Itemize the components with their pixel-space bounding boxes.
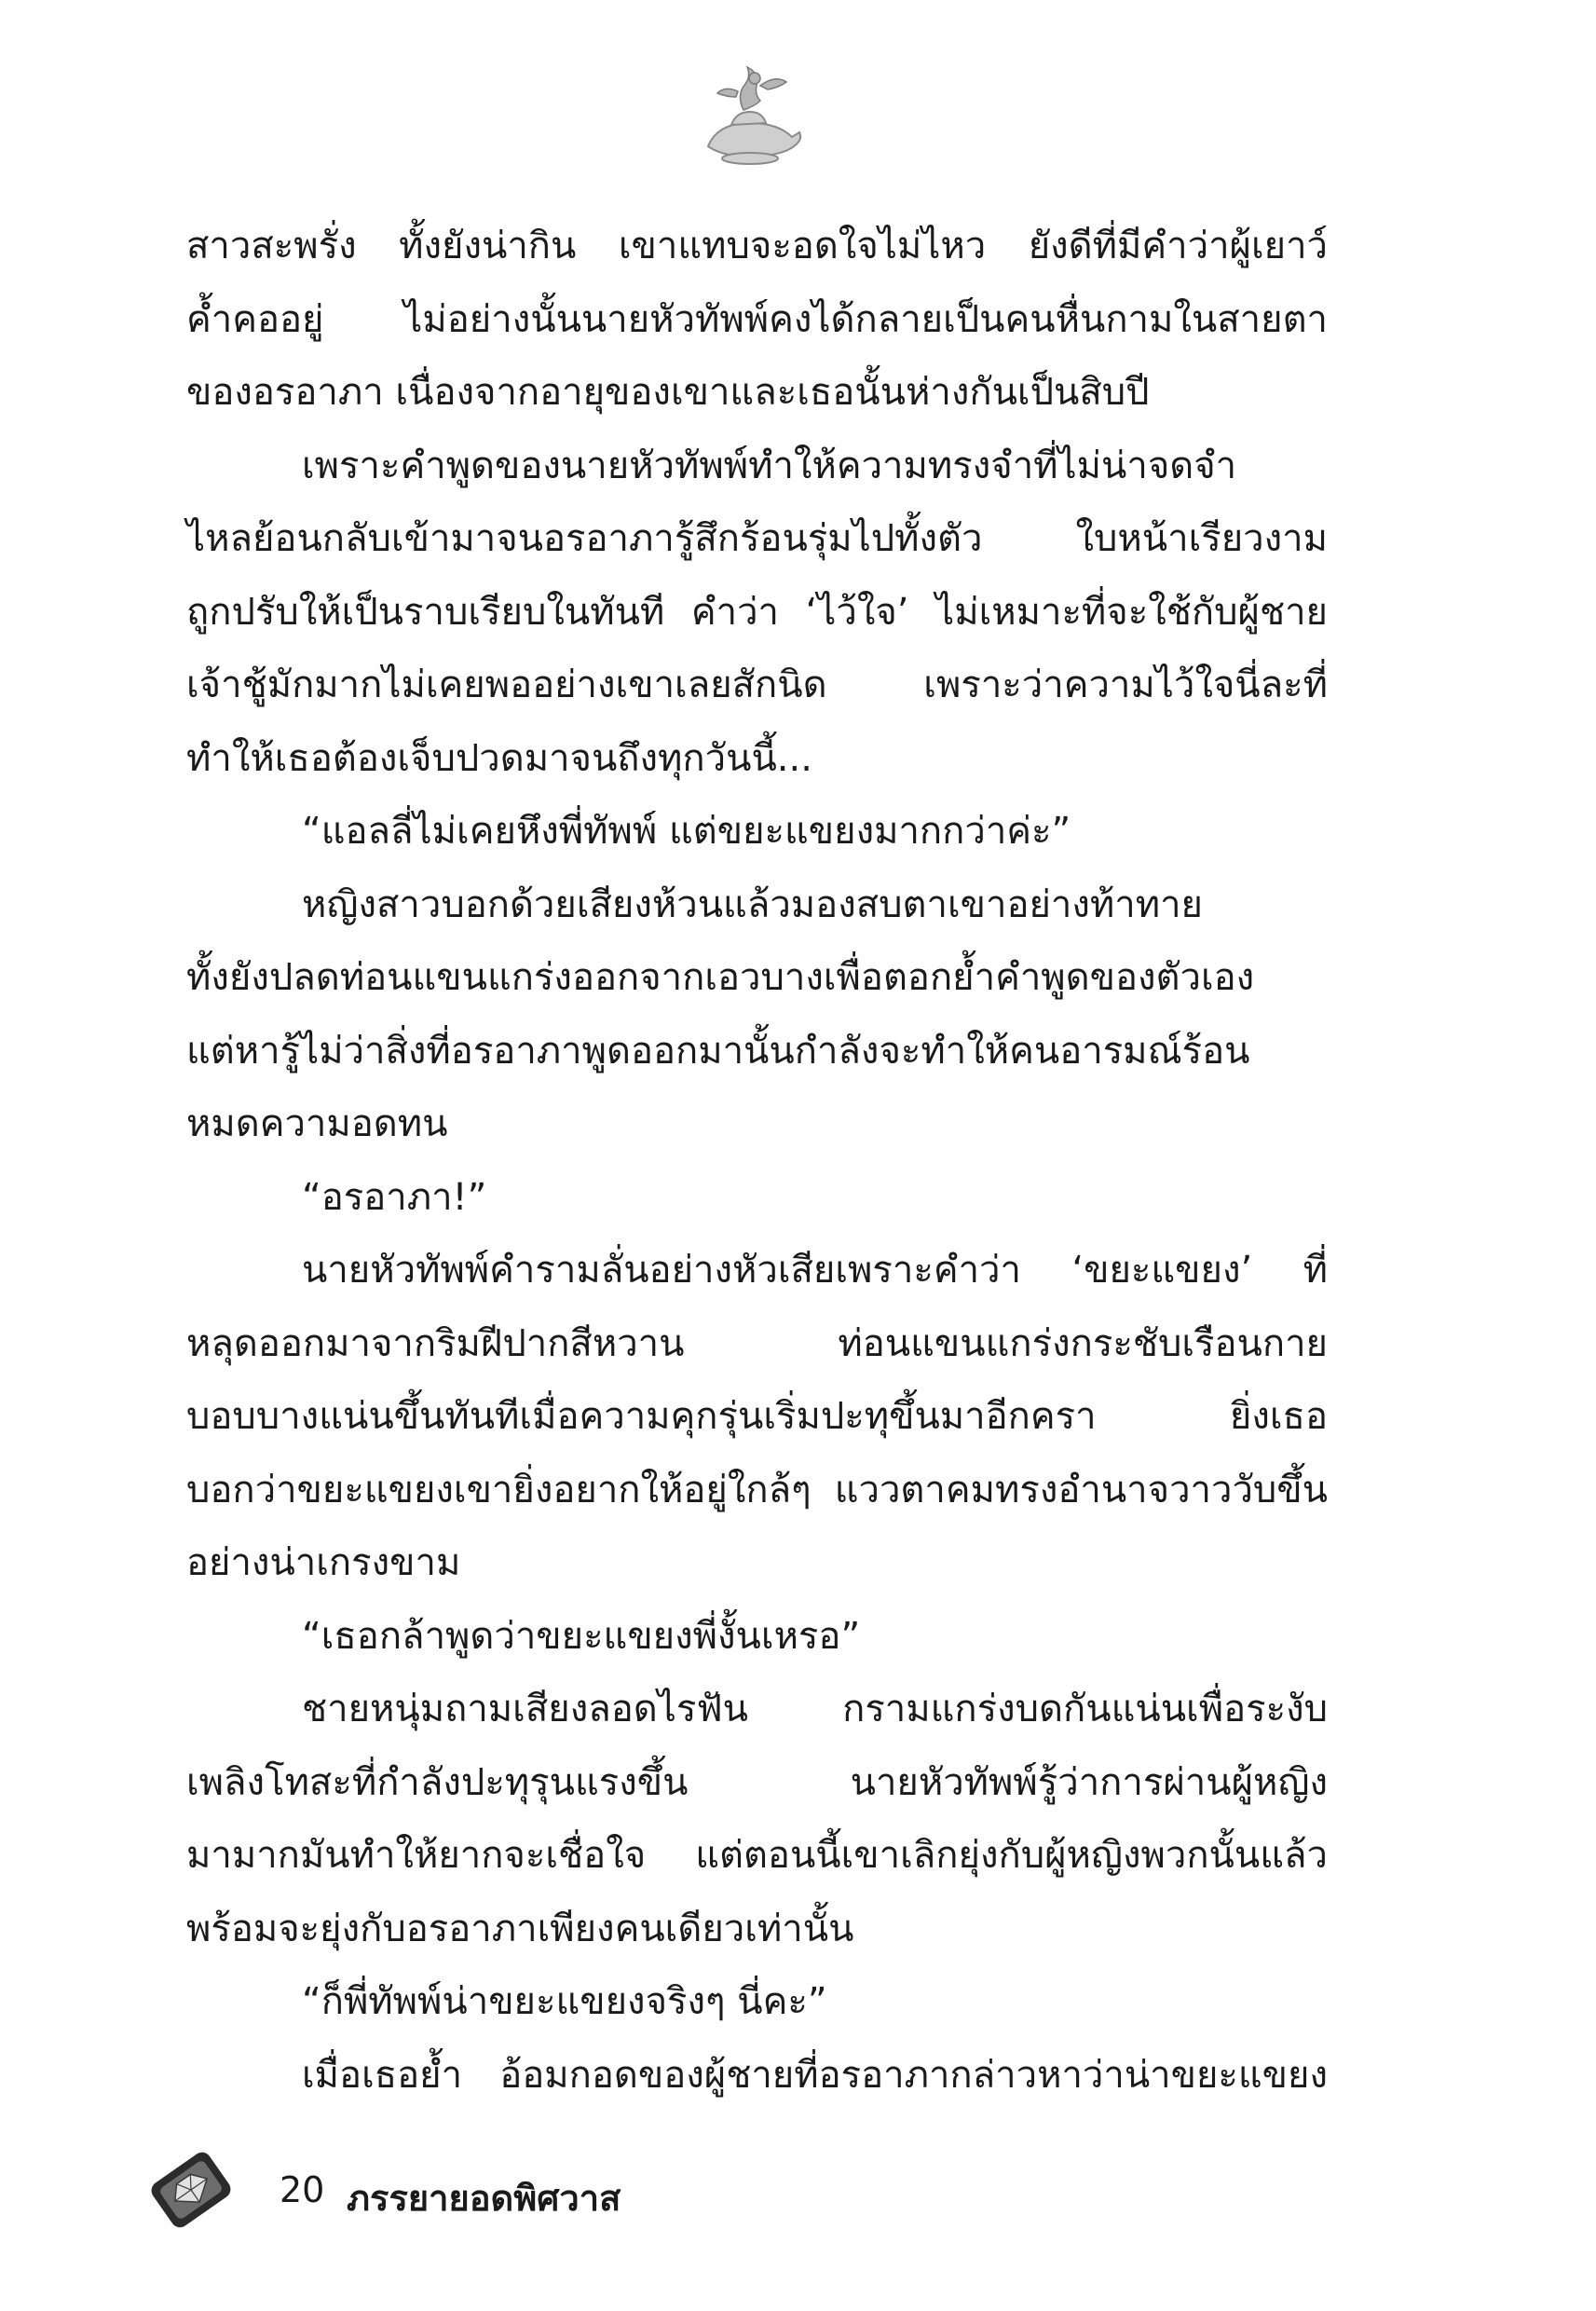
dialogue-line: “แอลลี่ไม่เคยหึงพี่ทัพพ์ แต่ขยะแขยงมากกว่าค่ะ” — [302, 810, 1071, 853]
text-line: อย่างน่าเกรงขาม — [186, 1541, 461, 1584]
text-line: มามากมันทำให้ยากจะเชื่อใจ แต่ตอนนี้เขาเลิกยุ่งกับผู้หญิงพวกนั้นแล้ว — [186, 1834, 1328, 1877]
text-line: ชายหนุ่มถามเสียงลอดไรฟัน กรามแกร่งบดกันแน่นเพื่อระงับ — [302, 1688, 1328, 1730]
text-line: ทำให้เธอต้องเจ็บปวดมาจนถึงทุกวันนี้... — [186, 736, 812, 780]
text-line: ของอรอาภา เนื่องจากอายุของเขาและเธอนั้นห่างกันเป็นสิบปี — [186, 371, 1150, 414]
text-line: บอกว่าขยะแขยงเขายิ่งอยากให้อยู่ใกล้ๆ แววตาคมทรงอำนาจวาววับขึ้น — [186, 1468, 1328, 1511]
page-number: 20 — [280, 2169, 325, 2210]
text-line: ไหลย้อนกลับเข้ามาจนอรอาภารู้สึกร้อนรุ่มไปทั้งตัว ใบหน้าเรียวงาม — [186, 517, 1328, 560]
text-line: นายหัวทัพพ์คำรามลั่นอย่างหัวเสียเพราะคำว่า ‘ขยะแขยง’ ที่ — [302, 1249, 1328, 1292]
text-line: สาวสะพรั่ง ทั้งยังน่ากิน เขาแทบจะอดใจไม่ไหว ยังดีที่มีคำว่าผู้เยาว์ — [186, 225, 1328, 267]
book-title: ภรรยายอดพิศวาส — [347, 2178, 621, 2219]
body-text — [186, 210, 1328, 2112]
text-line: เจ้าชู้มักมากไม่เคยพออย่างเขาเลยสักนิด เพราะว่าความไว้ใจนี่ละที่ — [186, 663, 1328, 706]
page-footer — [140, 2143, 699, 2236]
lamp-ornament-icon — [689, 58, 811, 170]
text-line: เมื่อเธอย้ำ อ้อมกอดของผู้ชายที่อรอาภากล่าวหาว่าน่าขยะแขยง — [302, 2053, 1328, 2097]
gem-emblem-icon — [140, 2143, 242, 2236]
text-line: บอบบางแน่นขึ้นทันทีเมื่อความคุกรุ่นเริ่มปะทุขึ้นมาอีกครา ยิ่งเธอ — [186, 1395, 1328, 1438]
text-line: หญิงสาวบอกด้วยเสียงห้วนแล้วมองสบตาเขาอย่างท้าทาย — [302, 882, 1203, 926]
text-line: เพราะคำพูดของนายหัวทัพพ์ทำให้ความทรงจำที่ไม่น่าจดจำ — [302, 444, 1237, 487]
text-line: ทั้งยังปลดท่อนแขนแกร่งออกจากเอวบางเพื่อตอกย้ำคำพูดของตัวเอง — [186, 956, 1255, 999]
dialogue-line: “อรอาภา!” — [302, 1175, 487, 1219]
dialogue-line: “ก็พี่ทัพพ์น่าขยะแขยงจริงๆ นี่คะ” — [302, 1980, 827, 2023]
text-line: ถูกปรับให้เป็นราบเรียบในทันที คำว่า ‘ไว้ใจ’ ไม่เหมาะที่จะใช้กับผู้ชาย — [186, 590, 1328, 634]
text-line: ค้ำคออยู่ ไม่อย่างนั้นนายหัวทัพพ์คงได้กลายเป็นคนหื่นกามในสายตา — [186, 297, 1328, 341]
text-line: เพลิงโทสะที่กำลังปะทุรุนแรงขึ้น นายหัวทัพพ์รู้ว่าการผ่านผู้หญิง — [186, 1760, 1328, 1804]
text-line: แต่หารู้ไม่ว่าสิ่งที่อรอาภาพูดออกมานั้นกำลังจะทำให้คนอารมณ์ร้อน — [186, 1029, 1250, 1073]
dialogue-line: “เธอกล้าพูดว่าขยะแขยงพี่งั้นเหรอ” — [302, 1614, 861, 1658]
text-line: หมดความอดทน — [186, 1102, 448, 1145]
text-line: พร้อมจะยุ่งกับอรอาภาเพียงคนเดียวเท่านั้น — [186, 1907, 854, 1950]
text-line: หลุดออกมาจากริมฝีปากสีหวาน ท่อนแขนแกร่งกระชับเรือนกาย — [186, 1321, 1328, 1365]
